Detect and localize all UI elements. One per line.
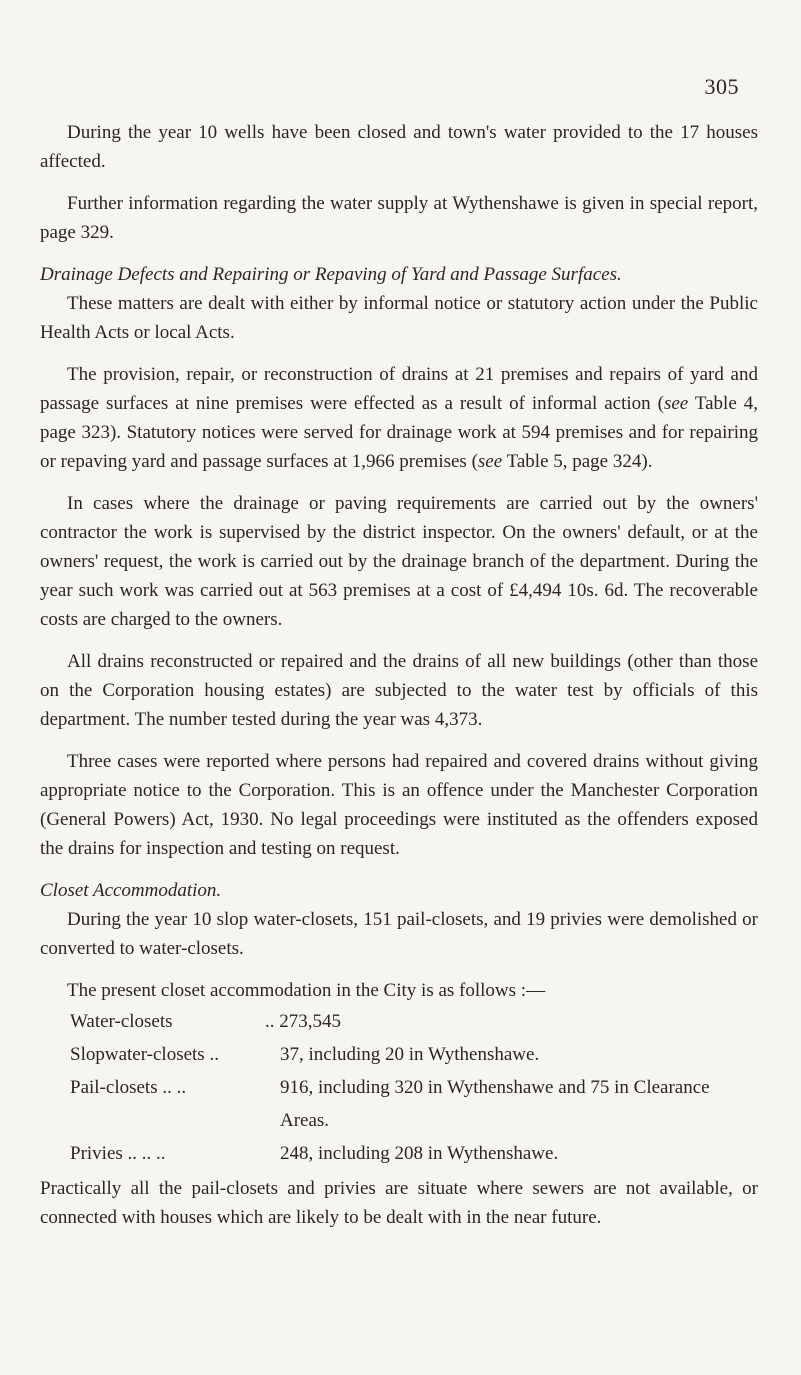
closet-row xyxy=(40,1071,758,1137)
paragraph-drain-repairs xyxy=(40,360,758,476)
closet-label: Pail-closets .. .. xyxy=(70,1077,187,1098)
closet-label: Water-closets xyxy=(70,1011,173,1032)
closet-value: 248, including 208 in Wythenshawe. xyxy=(280,1143,559,1164)
drain-repairs-text-c: Table 5, page 324). xyxy=(502,451,653,472)
see-ref-2: see xyxy=(477,451,503,472)
paragraph-closet-intro: The present closet accommodation in the City is as follows :— xyxy=(67,980,546,1001)
drainage-heading: Drainage Defects and Repairing or Repaving of Yard and Passage Surfaces. xyxy=(40,264,622,285)
paragraph-supervision: In cases where the drainage or paving requirements are carried out by the owners' contractor the work is supervised by the district inspector. On the owners' default, or at the owners' request, the work is carried out by the drainage branch of the department. During the year such work was carried out at 563 premises at a cost of £4,494 10s. 6d. The recoverable costs are charged to the owners. xyxy=(40,493,758,630)
drain-repairs-text-a: The provision, repair, or reconstruction of drains at 21 premises and repairs of yard and passage surfaces at nine premises were effected as a result of informal action ( xyxy=(40,364,758,414)
paragraph-practically: Practically all the pail-closets and privies are situate where sewers are not available, or connected with houses which are likely to be dealt with in the near future. xyxy=(40,1178,758,1228)
paragraph-offences: Three cases were reported where persons had repaired and covered drains without giving appropriate notice to the Corporation. This is an offence under the Manchester Corporation (General Powers) Act, 1930. No legal proceedings were instituted as the offenders exposed the drains for inspection and testing on request. xyxy=(40,751,758,859)
closet-value: 916, including 320 in Wythenshawe and 75 in Clearance Areas. xyxy=(280,1077,710,1131)
closet-label: Slopwater-closets .. xyxy=(70,1044,219,1065)
paragraph-demolished: During the year 10 slop water-closets, 151 pail-closets, and 19 privies were demolished or converted to water-closets. xyxy=(40,909,758,959)
body-text xyxy=(40,118,758,1245)
closet-row xyxy=(40,1038,758,1071)
drain-repairs-text-b: Table 4, page 323). Statutory notices were served for drainage work at 594 premises and for repairing or repaving yard and passage surfaces at 1,966 premises ( xyxy=(40,393,758,472)
page-number: 305 xyxy=(704,74,739,99)
closet-heading: Closet Accommodation. xyxy=(40,880,222,901)
closet-label: Privies .. .. .. xyxy=(70,1143,166,1164)
closet-value: .. 273,545 xyxy=(265,1011,341,1032)
closet-row xyxy=(40,1005,758,1038)
paragraph-notices: These matters are dealt with either by informal notice or statutory action under the Public Health Acts or local Acts. xyxy=(40,293,758,343)
paragraph-water-supply: Further information regarding the water supply at Wythenshawe is given in special report, page 329. xyxy=(40,193,758,243)
paragraph-wells: During the year 10 wells have been closed and town's water provided to the 17 houses affected. xyxy=(40,122,758,172)
paragraph-water-test: All drains reconstructed or repaired and the drains of all new buildings (other than those on the Corporation housing estates) are subjected to the water test by officials of this department. The number tested during the year was 4,373. xyxy=(40,651,758,730)
closet-list xyxy=(40,1005,758,1170)
closet-row xyxy=(40,1137,758,1170)
see-ref-1: see xyxy=(663,393,689,414)
closet-value: 37, including 20 in Wythenshawe. xyxy=(280,1044,540,1065)
